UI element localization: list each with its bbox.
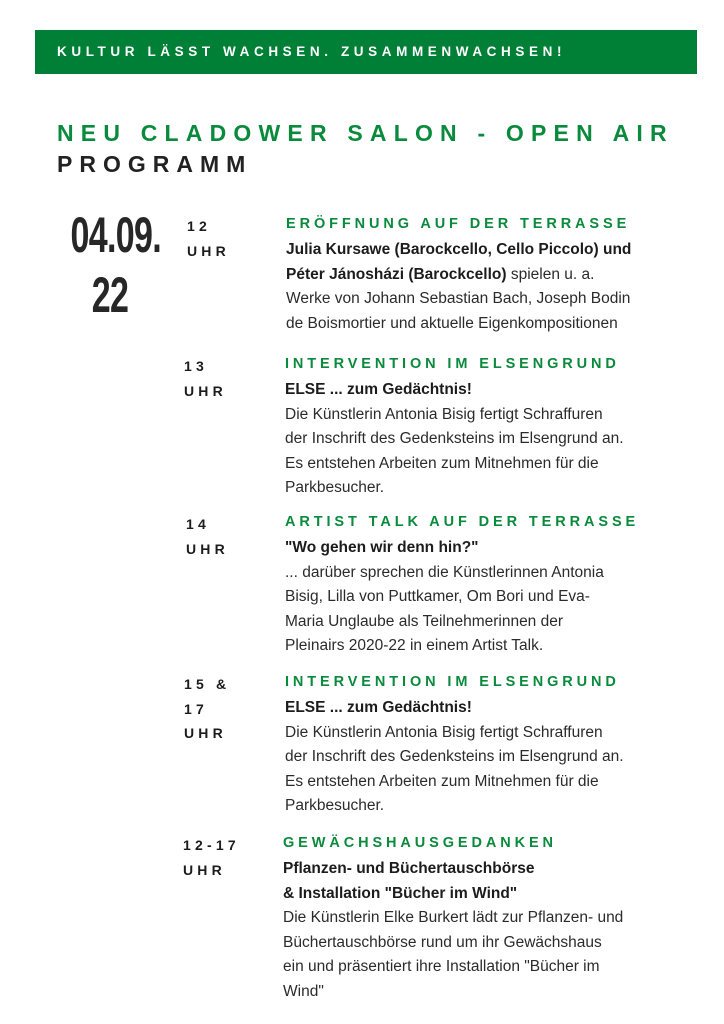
program-item-line (285, 476, 705, 501)
program-item-line (286, 263, 706, 288)
line-bold: Pflanzen- und Büchertauschbörse (283, 860, 535, 877)
program-item-line (283, 955, 703, 980)
program-item-content (285, 354, 705, 501)
program-item-line (285, 427, 705, 452)
line-text: ... darüber sprechen die Künstlerinnen Antonia (285, 563, 604, 581)
line-text: ein und präsentiert ihre Installation "Bücher im (283, 958, 600, 976)
line-bold: Julia Kursawe (Barockcello, Cello Piccolo) und (286, 241, 632, 258)
line-bold: & Installation "Bücher im Wind" (283, 884, 518, 902)
program-item-line (285, 696, 705, 721)
program-item-line (285, 452, 705, 477)
time-value-end: 17 (184, 700, 208, 717)
program-item-content (285, 672, 705, 819)
program-item-line (286, 287, 706, 312)
line-text: spielen u. a. (506, 265, 595, 283)
time-value: 15 & (184, 676, 231, 692)
time-unit: UHR (187, 242, 230, 259)
line-bold: "Wo gehen wir denn hin?" (285, 539, 479, 556)
line-text: Bisig, Lilla von Puttkamer, Om Bori und Eva- (285, 588, 590, 606)
time-value: 12-17 (183, 837, 240, 853)
line-text: Die Künstlerin Antonia Bisig fertigt Schraffuren (285, 405, 603, 423)
line-text: Werke von Johann Sebastian Bach, Joseph Bodin (286, 290, 631, 308)
slogan-text: KULTUR LÄSST WACHSEN. ZUSAMMENWACHSEN! (57, 44, 567, 59)
program-item-title: INTERVENTION IM ELSENGRUND (285, 356, 620, 372)
line-bold: ELSE ... zum Gedächtnis! (285, 699, 472, 716)
program-item-line (286, 312, 706, 337)
line-text: Die Künstlerin Antonia Bisig fertigt Schraffuren (285, 723, 603, 741)
program-item-line (285, 721, 705, 746)
program-item-line (285, 536, 705, 561)
program-item-time (184, 672, 230, 746)
event-date (52, 205, 168, 325)
program-item-line (286, 238, 706, 263)
program-item-line (283, 857, 703, 882)
time-value: 12 (187, 218, 211, 234)
line-text: Die Künstlerin Elke Burkert lädt zur Pflanzen- und (283, 909, 624, 927)
program-item-content (285, 512, 705, 659)
time-unit: UHR (184, 382, 227, 399)
line-text: Es entstehen Arbeiten zum Mitnehmen für die (285, 772, 599, 790)
program-item-line (285, 561, 705, 586)
event-date-day-month: 04.09. (70, 207, 162, 263)
program-item-time (184, 354, 227, 403)
line-text: de Boismortier und aktuelle Eigenkompositionen (286, 314, 618, 332)
program-item-time (187, 214, 230, 263)
page-title: NEU CLADOWER SALON - OPEN AIR (57, 120, 674, 146)
event-date-year: 22 (91, 267, 129, 323)
program-item-line (285, 745, 705, 770)
program-item-content (286, 214, 706, 336)
time-value: 14 (186, 516, 210, 532)
program-item-content (283, 833, 703, 1005)
program-item-line (285, 585, 705, 610)
line-text: der Inschrift des Gedenksteins im Elsengrund an. (285, 430, 624, 448)
program-item-line (285, 634, 705, 659)
line-bold: ELSE ... zum Gedächtnis! (285, 381, 472, 398)
slogan-banner (35, 30, 697, 74)
program-item-title: ERÖFFNUNG AUF DER TERRASSE (286, 216, 631, 232)
line-text: Parkbesucher. (285, 479, 385, 497)
program-item-line (285, 378, 705, 403)
program-item-time (183, 833, 240, 882)
line-bold: Péter Jánosházi (Barockcello) (286, 265, 507, 283)
line-text: Es entstehen Arbeiten zum Mitnehmen für die (285, 454, 599, 472)
line-text: Maria Unglaube als Teilnehmerinnen der (285, 612, 564, 630)
program-item-time (186, 512, 229, 561)
line-text: Parkbesucher. (285, 797, 385, 815)
program-item-title: INTERVENTION IM ELSENGRUND (285, 674, 620, 690)
program-item-line (285, 610, 705, 635)
time-unit: UHR (183, 861, 226, 878)
line-text: Pleinairs 2020-22 in einem Artist Talk. (285, 637, 544, 655)
program-item-line (283, 931, 703, 956)
program-item-line (283, 980, 703, 1005)
page-subtitle: PROGRAMM (57, 151, 253, 177)
line-text: der Inschrift des Gedenksteins im Elsengrund an. (285, 748, 624, 766)
program-item-line (285, 403, 705, 428)
program-item-line (283, 882, 703, 907)
program-item-line (285, 770, 705, 795)
line-text: Wind" (283, 982, 324, 1000)
time-value: 13 (184, 358, 208, 374)
program-item-title: ARTIST TALK AUF DER TERRASSE (285, 514, 640, 530)
time-unit: UHR (186, 540, 229, 557)
program-item-line (283, 906, 703, 931)
program-item-line (285, 794, 705, 819)
program-item-title: GEWÄCHSHAUSGEDANKEN (283, 835, 557, 851)
time-unit: UHR (184, 725, 227, 741)
line-text: Büchertauschbörse rund um ihr Gewächshaus (283, 933, 602, 951)
